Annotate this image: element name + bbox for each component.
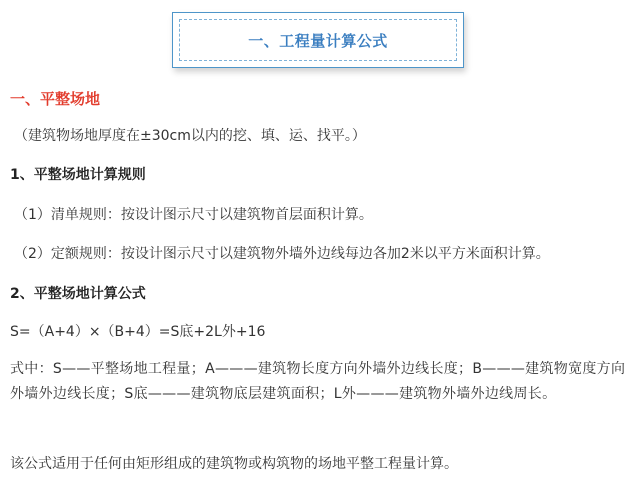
section-note: （建筑物场地厚度在±30cm以内的挖、填、运、找平。） [14,128,366,144]
title-box [172,12,464,68]
page-title: 一、工程量计算公式 [248,31,388,50]
rule-item-bill: （1）清单规则：按设计图示尺寸以建筑物首层面积计算。 [14,207,373,223]
rule-item-quota: （2）定额规则：按设计图示尺寸以建筑物外墙外边线每边各加2米以平方米面积计算。 [14,246,550,262]
formula-heading: 2、平整场地计算公式 [10,286,146,302]
section-heading-leveling: 一、平整场地 [10,90,101,108]
formula-explanation: 式中：S——平整场地工程量；A———建筑物长度方向外墙外边线长度；B———建筑物宽度方向外墙外边线长度；S底———建筑物底层建筑面积；L外———建筑物外墙外边线周长。 [10,361,626,402]
formula-expression: S=（A+4）×（B+4）=S底+2L外+16 [10,324,266,340]
formula-applicability: 该公式适用于任何由矩形组成的建筑物或构筑物的场地平整工程量计算。 [10,456,458,472]
title-box-inner [179,19,457,61]
rules-heading: 1、平整场地计算规则 [10,167,146,183]
